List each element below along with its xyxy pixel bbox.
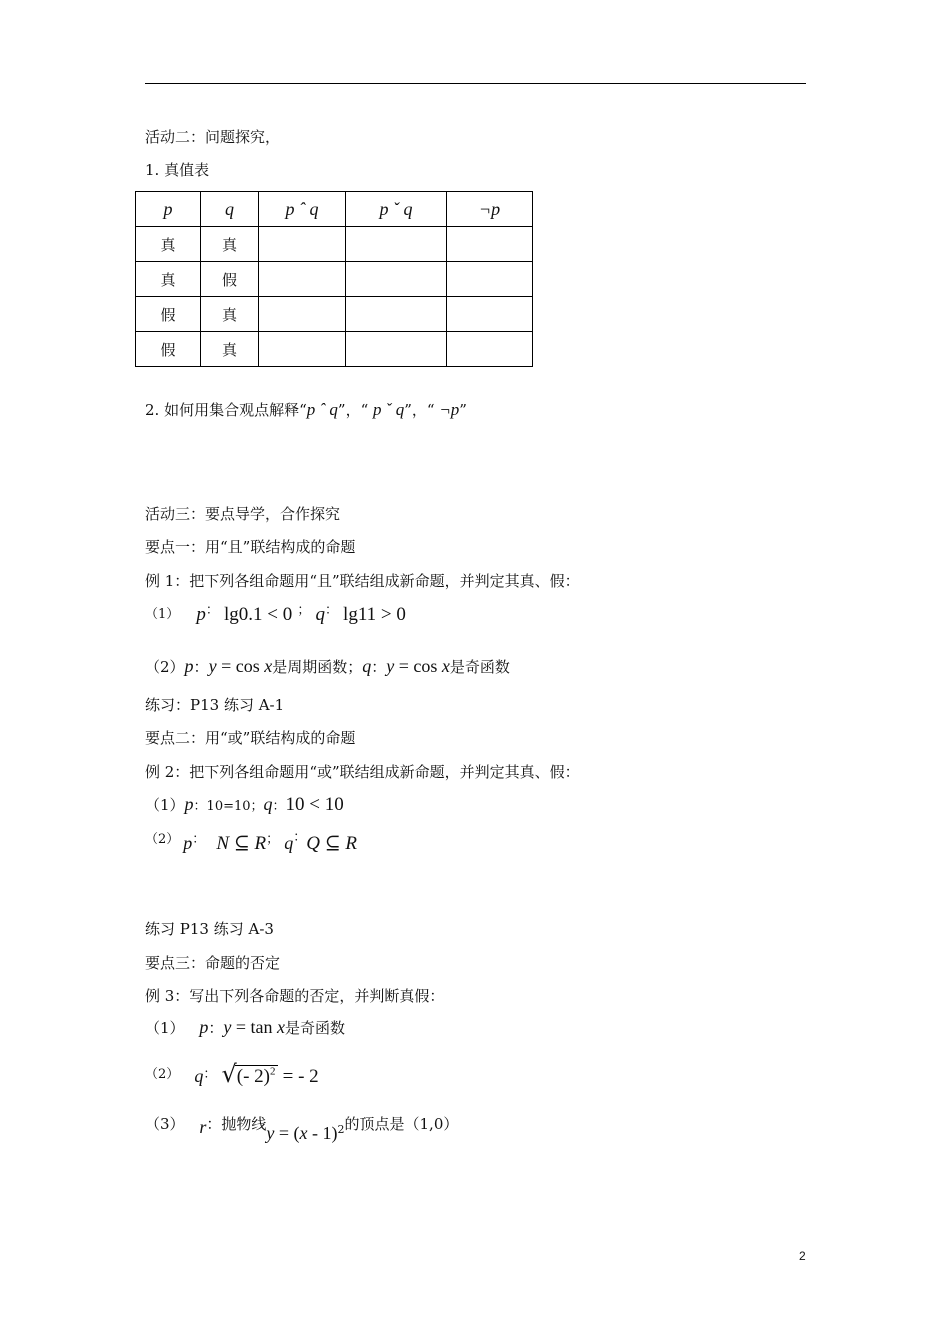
table-cell [447, 262, 533, 297]
truth-table-header: p ˇ q [346, 192, 447, 227]
colon: ： [293, 830, 307, 845]
colon: ： [208, 1019, 224, 1037]
rhs: = - 2 [282, 1066, 319, 1087]
statement-text: ：抛物线 [206, 1115, 267, 1133]
example2-prompt: 例 2：把下列各组命题用“或”联结组成新命题，并判定其真、假： [145, 763, 580, 781]
var-x: x [264, 656, 273, 676]
table-cell [259, 332, 346, 367]
question-prefix: 2. 如何用集合观点解释“ [145, 401, 307, 419]
table-cell: 真 [201, 227, 259, 262]
question-sep: ”，“ [404, 401, 440, 419]
table-cell [346, 332, 447, 367]
page-number: 2 [799, 1249, 806, 1263]
var-y: y [223, 1017, 232, 1037]
expr-and: p ˆ q [306, 400, 338, 419]
var-p: p [199, 1017, 209, 1037]
colon: ： [272, 799, 286, 814]
example3-item3 [145, 1114, 459, 1143]
table-row [136, 227, 533, 262]
table-cell: 真 [136, 262, 201, 297]
var-y: y [386, 656, 395, 676]
var-p: p [196, 604, 206, 625]
item-number: （2） [145, 832, 180, 847]
cos-expr: = cos [216, 656, 265, 676]
table-row [136, 297, 533, 332]
colon: ： [371, 658, 387, 676]
parabola-expr [266, 1125, 344, 1143]
colon: ： [192, 832, 206, 847]
practice1: 练习：P13 练习 A-1 [145, 696, 285, 714]
example1-prompt: 例 1：把下列各组命题用“且”联结组成新命题，并判定其真、假： [145, 572, 580, 590]
example3-item2 [145, 1060, 319, 1088]
point1-title: 要点一：用“且”联结构成的命题 [145, 538, 356, 556]
table-cell [259, 262, 346, 297]
table-cell [346, 262, 447, 297]
radicand [235, 1065, 278, 1088]
table-cell [259, 227, 346, 262]
var-q: q [263, 794, 273, 814]
expr-p: lg0.1 < 0 [223, 604, 293, 625]
colon: ： [203, 1067, 217, 1082]
header-rule [145, 83, 806, 84]
truth-table-header: ¬p [447, 192, 533, 227]
point3-title: 要点三：命题的否定 [145, 954, 281, 972]
var-r: r [199, 1117, 207, 1137]
var-x: x [277, 1017, 285, 1037]
table-cell: 假 [136, 297, 201, 332]
table-cell: 真 [201, 332, 259, 367]
var-p: p [183, 833, 193, 853]
statement-text: ：10=10； [193, 799, 264, 814]
activity3-heading: 活动三：要点导学，合作探究 [145, 505, 341, 523]
table-cell [346, 297, 447, 332]
expr-q: Q ⊆ R [306, 833, 357, 854]
exponent: 2 [270, 1065, 276, 1078]
example2-item2 [145, 832, 357, 855]
table-cell [346, 227, 447, 262]
set-view-question [145, 401, 467, 419]
example2-item1 [145, 795, 344, 816]
var-q: q [194, 1066, 204, 1086]
truth-table [135, 191, 533, 367]
table-cell [259, 297, 346, 332]
table-cell: 假 [136, 332, 201, 367]
statement-text: 的顶点是（1,0） [344, 1115, 459, 1133]
var-p: p [184, 656, 194, 676]
truth-table-title: 1. 真值表 [145, 161, 210, 179]
colon: ： [193, 658, 209, 676]
semicolon: ； [297, 603, 311, 618]
truth-table-header: q [201, 192, 259, 227]
activity2-heading: 活动二：问题探究， [145, 128, 281, 146]
item-number: （1） [145, 796, 185, 814]
radicand-base: (- 2) [236, 1066, 271, 1087]
item-number: （3） [145, 1115, 185, 1133]
var-y: y [266, 1123, 275, 1143]
var-q: q [315, 604, 325, 625]
table-row [136, 262, 533, 297]
expr-q: lg11 > 0 [343, 604, 406, 625]
colon: ： [324, 603, 338, 618]
radical-icon: √ [221, 1060, 237, 1088]
var-x: x [441, 656, 450, 676]
table-cell: 假 [201, 262, 259, 297]
table-cell [447, 332, 533, 367]
tan-expr: = tan [231, 1017, 277, 1037]
item-number: （1） [145, 607, 180, 622]
exponent: 2 [337, 1123, 345, 1136]
table-cell [447, 227, 533, 262]
table-cell [447, 297, 533, 332]
semicolon: ； [266, 832, 280, 847]
expr-not: ¬p [439, 400, 460, 419]
table-cell: 真 [201, 297, 259, 332]
expr-rest: - 1) [307, 1123, 338, 1143]
item-number: （1） [145, 1019, 185, 1037]
var-p: p [184, 794, 194, 814]
practice2: 练习 P13 练习 A-3 [145, 920, 274, 938]
truth-table-header: p ˆ q [259, 192, 346, 227]
var-q: q [362, 656, 372, 676]
question-suffix: ” [459, 401, 467, 419]
example1-item2 [145, 657, 510, 676]
table-cell: 真 [136, 227, 201, 262]
point2-title: 要点二：用“或”联结构成的命题 [145, 729, 356, 747]
table-row [136, 332, 533, 367]
truth-table-header: p [136, 192, 201, 227]
example1-item1 [145, 604, 406, 626]
expr-q: 10 < 10 [285, 794, 344, 815]
statement-text: 是奇函数 [285, 1019, 346, 1037]
expr-p: N ⊆ R [216, 833, 267, 854]
item-number: （2） [145, 658, 185, 676]
equals-paren: = ( [274, 1123, 300, 1143]
item-number: （2） [145, 1067, 180, 1082]
statement-text: 是奇函数 [449, 658, 510, 676]
question-sep: ”，“ [337, 401, 374, 419]
colon: ： [205, 603, 219, 618]
truth-table-header-row [136, 192, 533, 227]
cos-expr: = cos [394, 656, 442, 676]
expr-or: p ˇ q [373, 400, 405, 419]
var-q: q [284, 833, 294, 853]
statement-text: 是周期函数； [272, 658, 363, 676]
example3-item1 [145, 1018, 345, 1037]
var-y: y [208, 656, 217, 676]
var-x: x [299, 1123, 308, 1143]
example3-prompt: 例 3：写出下列各命题的否定，并判断真假： [145, 987, 445, 1005]
